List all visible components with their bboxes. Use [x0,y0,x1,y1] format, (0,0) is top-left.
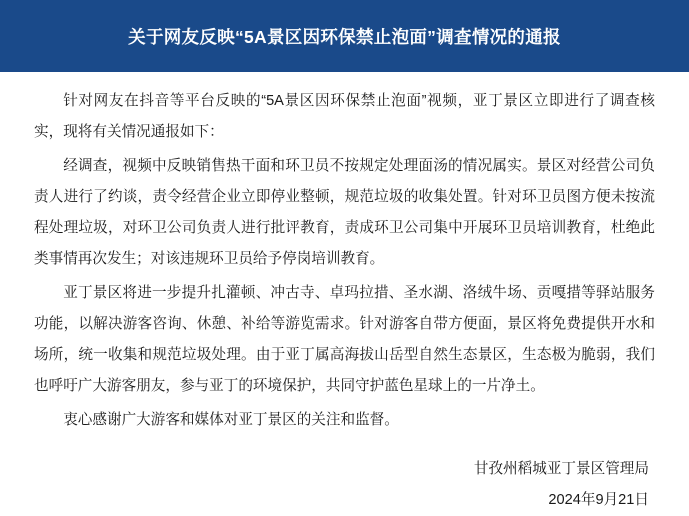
signature-date: 2024年9月21日 [548,492,649,508]
page-title: 关于网友反映“5A景区因环保禁止泡面”调查情况的通报 [128,26,561,47]
signature-block [34,454,655,516]
document-title-bar [0,0,689,72]
paragraph-4: 衷心感谢广大游客和媒体对亚丁景区的关注和监督。 [63,412,399,428]
document-body [0,72,689,508]
paragraph-3: 亚丁景区将进一步提升扎灌顿、冲古寺、卓玛拉措、圣水湖、洛绒牛场、贡嘎措等驿站服务功能，以解决游客咨询、休憩、补给等游览需求。针对游客自带方便面，景区将免费提供开水和场所，统一收集和规范垃圾处理。由于亚丁属高海拔山岳型自然生态景区，生态极为脆弱，我们也呼吁广大游客朋友，参与亚丁的环境保护，共同守护蓝色星球上的一片净土。 [34,285,655,394]
paragraph-2: 经调查，视频中反映销售热干面和环卫员不按规定处理面汤的情况属实。景区对经营公司负责人进行了约谈，责令经营企业立即停业整顿，规范垃圾的收集处置。针对环卫员图方便未按流程处理垃圾，对环卫公司负责人进行批评教育，责成环卫公司集中开展环卫员培训教育，杜绝此类事情再次发生；对该违规环卫员给予停岗培训教育。 [34,158,655,267]
signature-organization: 甘孜州稻城亚丁景区管理局 [473,461,649,477]
paragraph-1: 针对网友在抖音等平台反映的“5A景区因环保禁止泡面”视频，亚丁景区立即进行了调查核实，现将有关情况通报如下： [34,93,655,140]
